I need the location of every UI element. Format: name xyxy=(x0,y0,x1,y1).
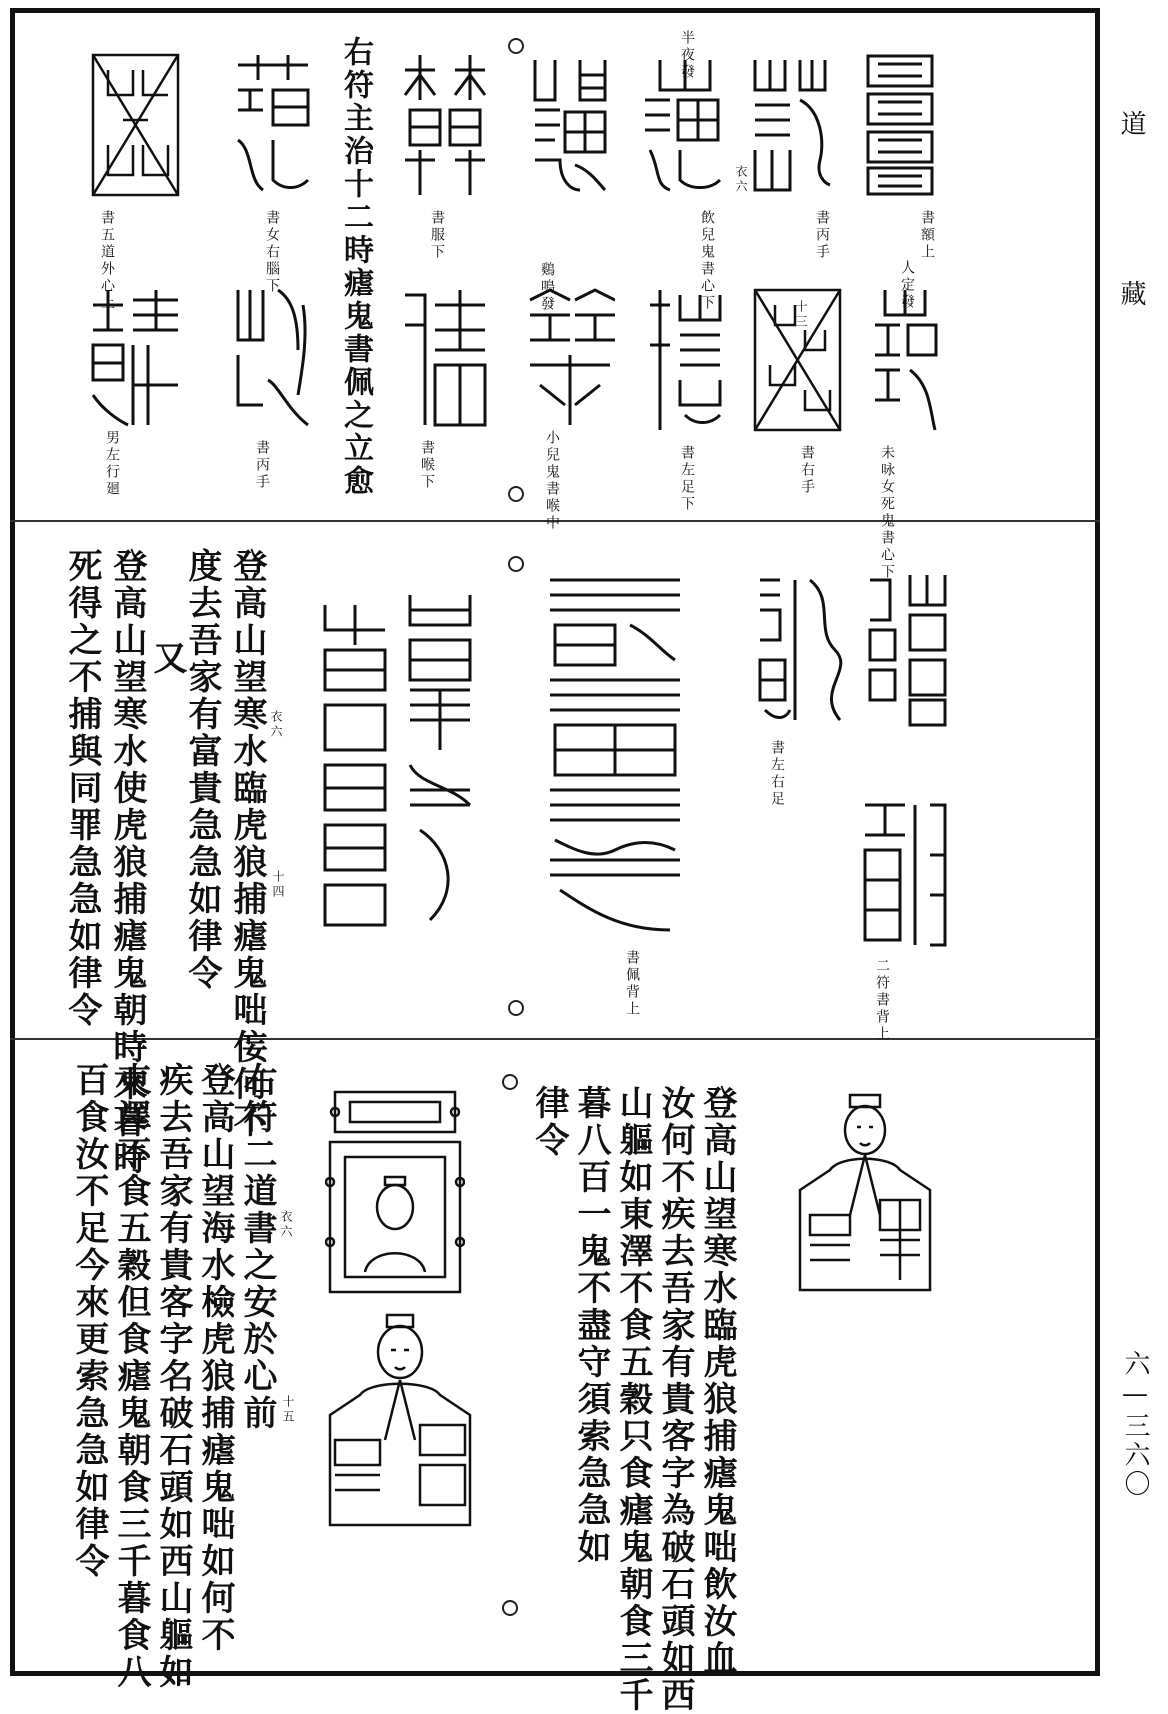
incantation: 登高山望海水檢虎狼捕瘧鬼咄如何不 xyxy=(195,1062,235,1654)
deity-figure-illustration xyxy=(790,1085,940,1315)
incantation: 汝何不疾去吾家有貴客字為破石頭如西 xyxy=(655,1085,695,1714)
note: 書女右腦下 xyxy=(264,210,280,295)
note: 衣六 xyxy=(734,165,748,195)
incantation: 度去吾家有富貴急急如律令 xyxy=(182,548,222,992)
marker-you: 又 xyxy=(147,640,187,677)
note: 十五 xyxy=(281,1395,295,1425)
note: 書丙手 xyxy=(814,210,830,261)
note: 小兒鬼書喉中 xyxy=(544,430,560,532)
talisman-glyph xyxy=(400,285,490,435)
note: 半夜發 xyxy=(679,30,695,81)
note: 未咏女死鬼書心下 xyxy=(879,445,895,581)
binding-hole xyxy=(502,1600,518,1616)
incantation: 登高山望寒水臨虎狼捕瘧鬼咄侫何不 xyxy=(227,548,267,1140)
binding-hole xyxy=(508,38,524,54)
talisman-glyph xyxy=(525,50,615,200)
talisman-glyph xyxy=(88,50,183,200)
talisman-glyph xyxy=(320,590,485,950)
framed-talisman-illustration xyxy=(325,1082,465,1302)
note: 書左右足 xyxy=(769,740,785,808)
talisman-glyph xyxy=(865,570,950,730)
note: 書喉下 xyxy=(419,440,435,491)
incantation: 東澤不食五穀但食瘧鬼朝食三千暮食八 xyxy=(111,1062,151,1691)
incantation: 登高山望寒水臨虎狼捕瘧鬼咄飲汝血 xyxy=(697,1085,737,1677)
talisman-glyph xyxy=(745,50,835,200)
deity-figure-illustration xyxy=(325,1310,475,1550)
note: 衣六 xyxy=(279,1210,293,1240)
talisman-glyph xyxy=(228,285,318,435)
binding-hole xyxy=(508,486,524,502)
incantation: 律令 xyxy=(529,1085,569,1159)
page-number: 六—三六〇 xyxy=(1120,1350,1150,1499)
note: 書五道外心上 xyxy=(99,210,115,312)
incantation: 疾去吾家有貴客字名破石頭如西山軀如 xyxy=(153,1062,193,1691)
incantation: 死得之不捕與同罪急急如律令 xyxy=(62,548,102,1029)
talisman-glyph xyxy=(755,570,845,730)
note: 十四 xyxy=(271,870,285,900)
note: 書額上 xyxy=(919,210,935,261)
section1-instruction: 右符主治十二時瘧鬼書佩之立愈 xyxy=(338,36,373,498)
note: 十三 xyxy=(794,300,808,330)
note: 人定發 xyxy=(899,260,915,311)
note: 男左行廻 xyxy=(104,430,120,498)
note: 鷄鳴發 xyxy=(539,262,555,313)
book-title-char-1: 道 xyxy=(1116,110,1146,139)
note: 二符書背上 xyxy=(874,958,890,1043)
note: 飲兒鬼書心下 xyxy=(699,210,715,312)
talisman-glyph xyxy=(540,570,690,940)
binding-hole xyxy=(508,1000,524,1016)
binding-hole xyxy=(502,1074,518,1090)
talisman-glyph xyxy=(228,50,318,200)
incantation: 百食汝不足今來更索急急如律令 xyxy=(69,1062,109,1580)
talisman-glyph xyxy=(400,50,490,200)
talisman-glyph xyxy=(860,50,940,200)
note: 書左足下 xyxy=(679,445,695,513)
note: 書右手 xyxy=(799,445,815,496)
note: 書服下 xyxy=(429,210,445,261)
section3-instruction: 右符二道書之安於心前 xyxy=(237,1062,277,1432)
note: 衣六 xyxy=(269,710,283,740)
talisman-glyph xyxy=(860,795,950,955)
note: 書丙手 xyxy=(254,440,270,491)
note: 書佩背上 xyxy=(624,950,640,1018)
section-divider-2 xyxy=(10,1038,1100,1040)
binding-hole xyxy=(508,556,524,572)
incantation: 山軀如東澤不食五穀只食瘧鬼朝食三千 xyxy=(613,1085,653,1714)
incantation: 登高山望寒水使虎狼捕瘧鬼朝時來暮時 xyxy=(107,548,147,1177)
book-title-char-2: 藏 xyxy=(1116,280,1146,309)
incantation: 暮八百一鬼不盡守須索急急如 xyxy=(571,1085,611,1566)
